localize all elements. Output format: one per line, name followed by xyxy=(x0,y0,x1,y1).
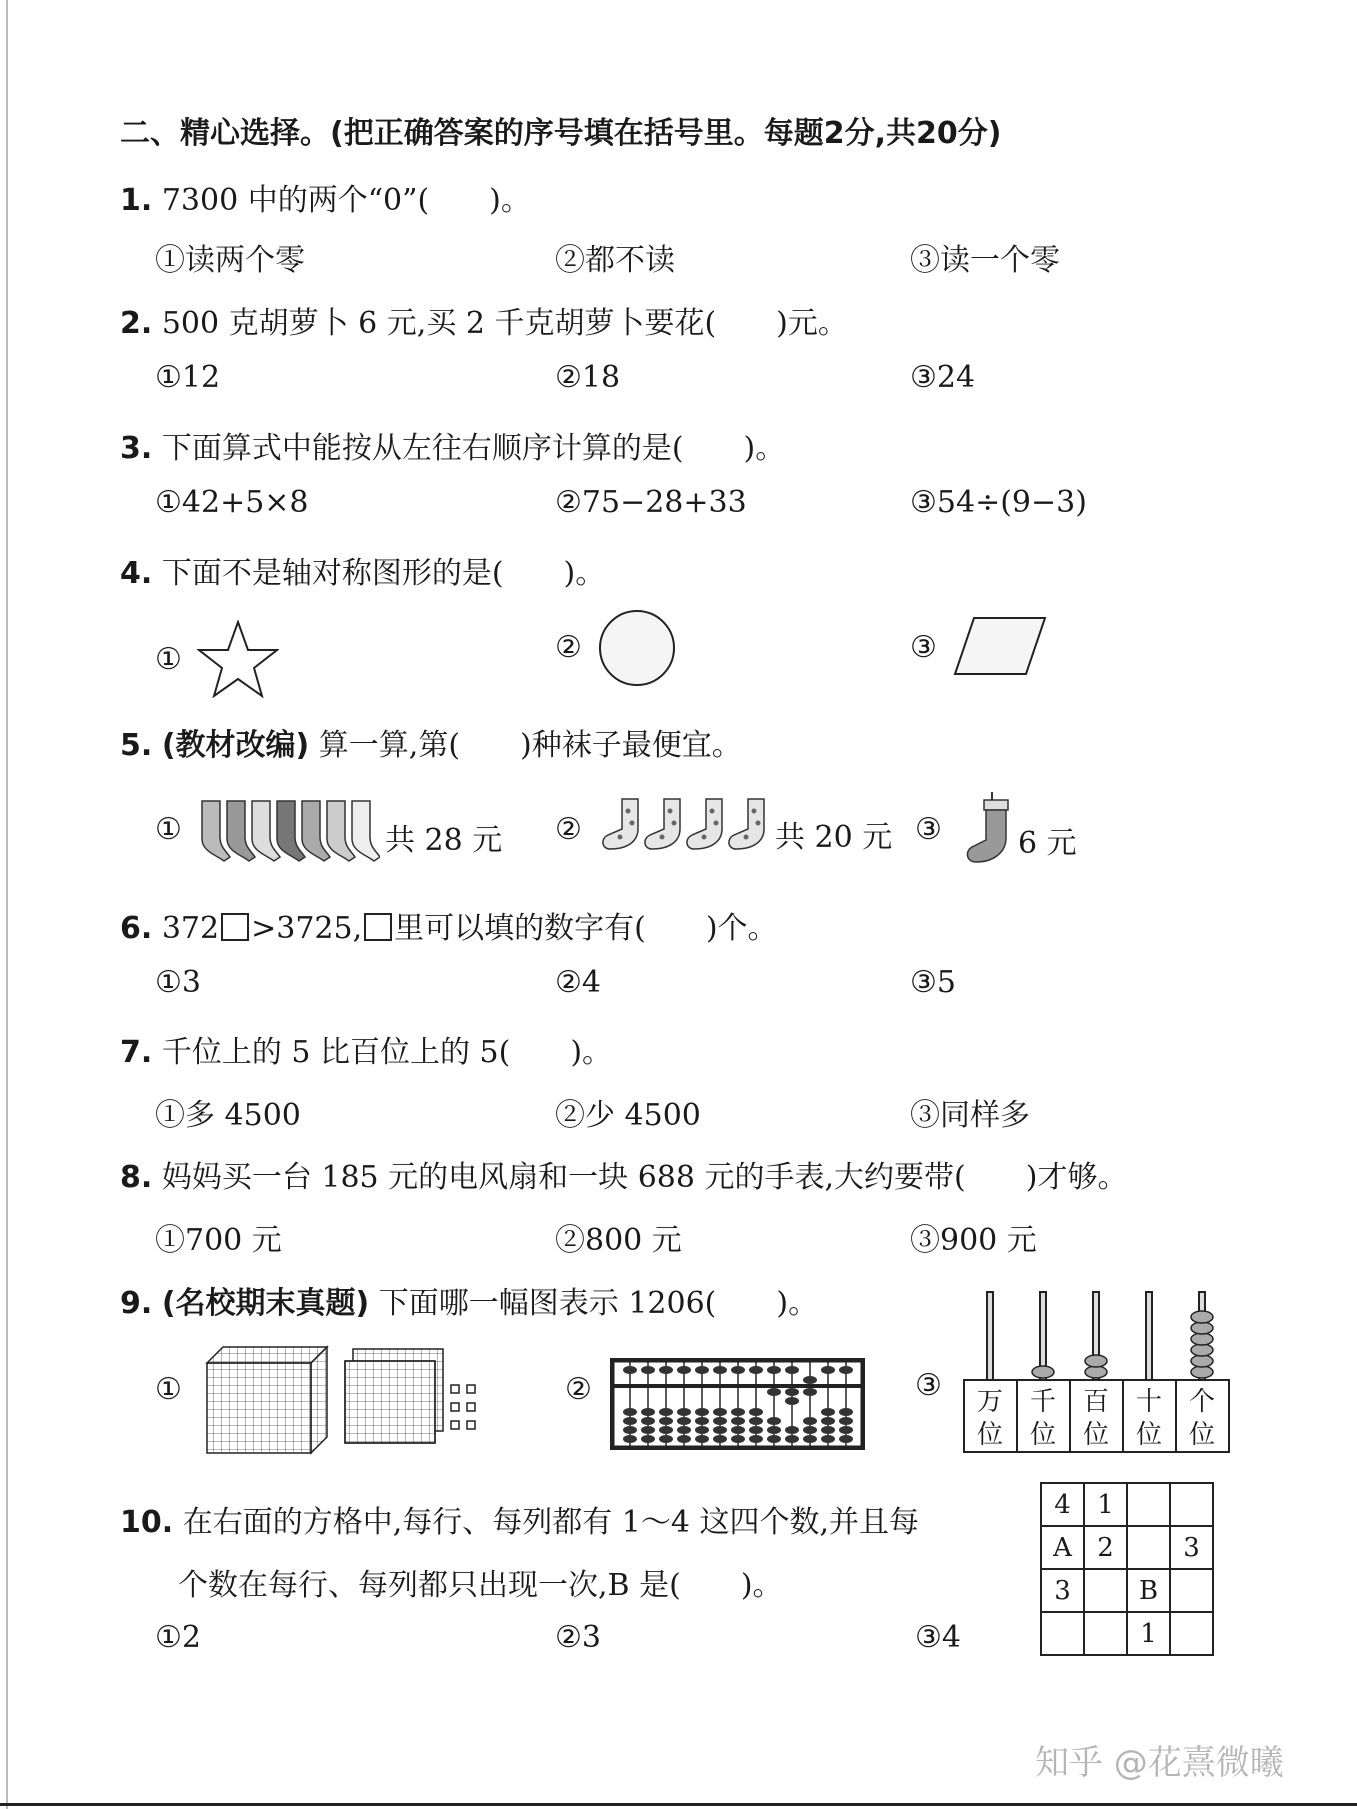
place-label-ge: 个 xyxy=(1188,1387,1216,1417)
question-stem-c: 里可以填的数字有( )个。 xyxy=(394,911,778,946)
question-stem-b: >3725, xyxy=(251,911,363,946)
place-label-wan: 万 xyxy=(976,1387,1004,1417)
grid-cell: 1 xyxy=(1127,1612,1170,1655)
option-2-2[interactable]: ②18 xyxy=(555,360,621,395)
question-number: 3. xyxy=(120,431,153,466)
option-8-3[interactable]: ③900 元 xyxy=(910,1223,1037,1258)
question-number: 6. xyxy=(120,911,153,946)
option-3-2[interactable]: ②75−28+33 xyxy=(555,485,747,520)
option-8-1[interactable]: ①700 元 xyxy=(155,1223,282,1258)
place-label-wei: 位 xyxy=(1135,1420,1163,1450)
option-4-2[interactable]: ② xyxy=(555,630,582,665)
option-5-1[interactable]: ① xyxy=(155,812,182,847)
question-stem-line2: 个数在每行、每列都只出现一次,B 是( )。 xyxy=(178,1568,783,1603)
question-stem: 妈妈买一台 185 元的电风扇和一块 688 元的手表,大约要带( )才够。 xyxy=(161,1160,1128,1195)
option-9-1[interactable]: ① xyxy=(155,1372,182,1407)
option-7-3[interactable]: ③同样多 xyxy=(910,1098,1030,1133)
option-6-1[interactable]: ①3 xyxy=(155,965,201,1000)
stocking-icon xyxy=(962,792,1018,866)
place-label-wei: 位 xyxy=(1082,1420,1110,1450)
page-edge-line xyxy=(6,0,8,1809)
question-number: 8. xyxy=(120,1160,153,1195)
section-title: 二、精心选择。(把正确答案的序号填在括号里。每题2分,共20分) xyxy=(120,116,1002,151)
option-2-1[interactable]: ①12 xyxy=(155,360,221,395)
price-5-2: 共 20 元 xyxy=(775,820,893,855)
option-3-1[interactable]: ①42+5×8 xyxy=(155,485,309,520)
grid-cell: 3 xyxy=(1170,1526,1213,1569)
blank-square-icon xyxy=(364,913,392,941)
question-stem-line1: 在右面的方格中,每行、每列都有 1～4 这四个数,并且每 xyxy=(182,1505,920,1540)
page-bottom-line xyxy=(0,1803,1357,1806)
question-stem: 7300 中的两个“0”( )。 xyxy=(161,183,531,218)
option-7-1[interactable]: ①多 4500 xyxy=(155,1098,301,1133)
grid-row xyxy=(1041,1526,1213,1569)
option-5-2[interactable]: ② xyxy=(555,812,582,847)
question-4 xyxy=(120,548,605,592)
number-grid xyxy=(1040,1482,1214,1656)
grid-cell xyxy=(1041,1612,1084,1655)
option-3-3[interactable]: ③54÷(9−3) xyxy=(910,485,1087,520)
grid-cell xyxy=(1170,1612,1213,1655)
place-label-wei: 位 xyxy=(1188,1420,1216,1450)
place-label-wei: 位 xyxy=(976,1420,1004,1450)
place-label-qian: 千 xyxy=(1029,1387,1057,1417)
question-7 xyxy=(120,1027,612,1071)
grid-cell: 4 xyxy=(1041,1483,1084,1526)
grid-cell xyxy=(1084,1612,1127,1655)
parallelogram-icon xyxy=(952,615,1048,677)
grid-cell: 2 xyxy=(1084,1526,1127,1569)
place-label-shi: 十 xyxy=(1135,1387,1163,1417)
place-label-bai: 百 xyxy=(1082,1387,1110,1417)
grid-row xyxy=(1041,1569,1213,1612)
socks-4-icon xyxy=(600,797,770,853)
question-stem: 500 克胡萝卜 6 元,买 2 千克胡萝卜要花( )元。 xyxy=(161,306,848,341)
question-8 xyxy=(120,1152,1127,1196)
blank-square-icon xyxy=(221,913,249,941)
counting-frame-icon xyxy=(960,1290,1235,1455)
option-2-3[interactable]: ③24 xyxy=(910,360,976,395)
grid-cell: 1 xyxy=(1084,1483,1127,1526)
option-9-3[interactable]: ③ xyxy=(915,1368,942,1403)
grid-cell: A xyxy=(1041,1526,1084,1569)
option-10-3[interactable]: ③4 xyxy=(915,1620,961,1655)
grid-cell xyxy=(1127,1526,1170,1569)
price-5-1: 共 28 元 xyxy=(385,823,503,858)
option-8-2[interactable]: ②800 元 xyxy=(555,1223,682,1258)
grid-row xyxy=(1041,1612,1213,1655)
option-9-2[interactable]: ② xyxy=(565,1372,592,1407)
option-4-3[interactable]: ③ xyxy=(910,630,937,665)
grid-cell xyxy=(1084,1569,1127,1612)
grid-cell: 3 xyxy=(1041,1569,1084,1612)
abacus-icon xyxy=(610,1358,865,1450)
option-7-2[interactable]: ②少 4500 xyxy=(555,1098,701,1133)
question-number: 7. xyxy=(120,1035,153,1070)
option-1-3[interactable]: ③读一个零 xyxy=(910,243,1060,278)
option-6-2[interactable]: ②4 xyxy=(555,965,601,1000)
watermark: 知乎 @花熹微曦 xyxy=(1035,1743,1284,1783)
question-10 xyxy=(120,1497,919,1541)
grid-cell xyxy=(1170,1569,1213,1612)
question-5 xyxy=(120,720,742,764)
question-3 xyxy=(120,423,785,467)
question-stem-a: 372 xyxy=(161,911,220,946)
price-5-3: 6 元 xyxy=(1018,826,1077,861)
question-tag: (名校期末真题) xyxy=(161,1286,370,1321)
option-1-1[interactable]: ①读两个零 xyxy=(155,243,305,278)
option-1-2[interactable]: ②都不读 xyxy=(555,243,675,278)
question-tag: (教材改编) xyxy=(161,728,310,763)
circle-icon xyxy=(597,608,677,688)
question-stem: 千位上的 5 比百位上的 5( )。 xyxy=(161,1035,613,1070)
grid-cell: B xyxy=(1127,1569,1170,1612)
grid-cell xyxy=(1127,1483,1170,1526)
question-number: 9. xyxy=(120,1286,153,1321)
option-6-3[interactable]: ③5 xyxy=(910,965,956,1000)
question-1 xyxy=(120,175,531,219)
question-stem: 下面不是轴对称图形的是( )。 xyxy=(161,556,606,591)
grid-row xyxy=(1041,1483,1213,1526)
grid-cell xyxy=(1170,1483,1213,1526)
question-2 xyxy=(120,298,848,342)
question-stem: 下面哪一幅图表示 1206( )。 xyxy=(378,1286,819,1321)
question-number: 4. xyxy=(120,556,153,591)
option-5-3[interactable]: ③ xyxy=(915,812,942,847)
question-9 xyxy=(120,1278,818,1322)
option-10-2[interactable]: ②3 xyxy=(555,1620,601,1655)
option-4-1[interactable]: ① xyxy=(155,642,182,677)
question-number: 2. xyxy=(120,306,153,341)
star-icon xyxy=(197,620,279,698)
option-10-1[interactable]: ①2 xyxy=(155,1620,201,1655)
question-number: 5. xyxy=(120,728,153,763)
base-ten-blocks-icon xyxy=(205,1345,495,1455)
question-number: 10. xyxy=(120,1505,174,1540)
question-number: 1. xyxy=(120,183,153,218)
question-6 xyxy=(120,903,778,947)
place-label-wei: 位 xyxy=(1029,1420,1057,1450)
question-stem: 下面算式中能按从左往右顺序计算的是( )。 xyxy=(161,431,786,466)
socks-7-icon xyxy=(198,797,380,863)
question-stem: 算一算,第( )种袜子最便宜。 xyxy=(318,728,742,763)
